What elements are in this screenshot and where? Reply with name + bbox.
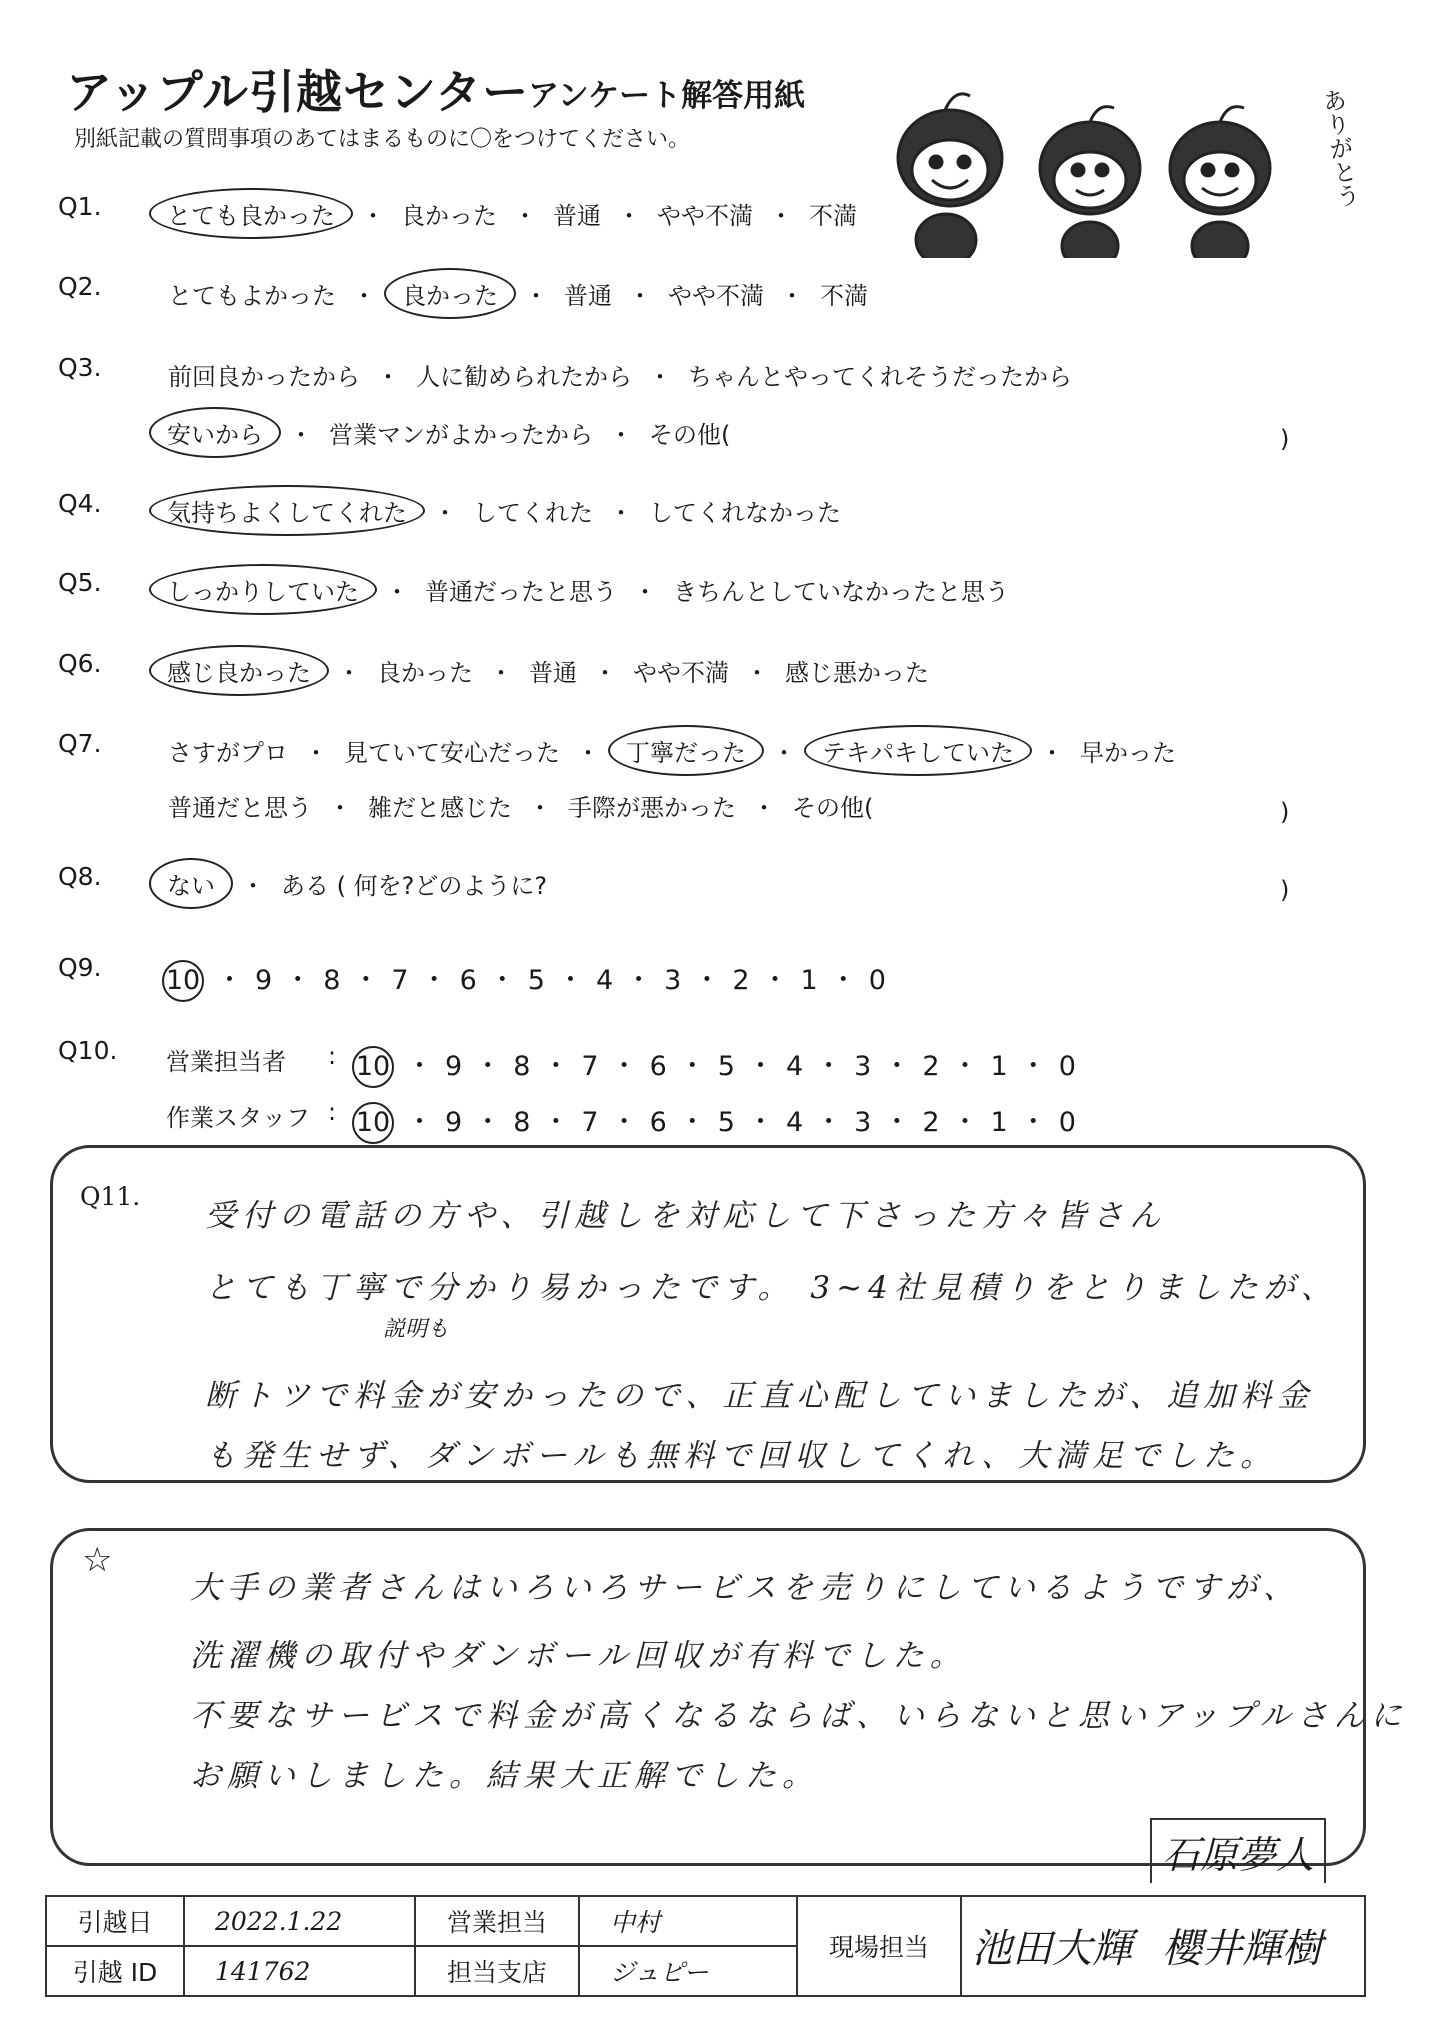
separator: ・: [304, 739, 328, 767]
separator: ・: [528, 794, 552, 822]
separator: ・: [1019, 1051, 1047, 1082]
sales-value: 中村: [579, 1896, 797, 1946]
selected-score[interactable]: 10: [352, 1046, 394, 1088]
separator: ・: [815, 1107, 843, 1138]
q9-scale: [166, 958, 888, 997]
answer-option[interactable]: とてもよかった: [168, 282, 336, 310]
q10-label: Q10.: [58, 1036, 118, 1065]
answer-option[interactable]: やや不満: [657, 202, 753, 230]
score-option[interactable]: 7: [581, 1051, 599, 1082]
score-option[interactable]: 4: [595, 965, 614, 996]
q11-label: Q11.: [80, 1182, 141, 1211]
score-option[interactable]: 5: [527, 965, 545, 996]
separator: ・: [406, 1051, 433, 1082]
question-label: Q1.: [58, 192, 102, 221]
answer-option[interactable]: その他(: [649, 421, 731, 449]
instruction-text: 別紙記載の質問事項のあてはまるものに〇をつけてください。: [74, 127, 691, 152]
answer-option[interactable]: ある ( 何を?どのように?: [281, 872, 548, 900]
answer-option[interactable]: 見ていて安心だった: [344, 739, 560, 767]
separator: ・: [361, 202, 385, 230]
selected-option[interactable]: テキパキしていた: [804, 725, 1032, 776]
answer-option[interactable]: その他(: [792, 794, 874, 822]
separator: ・: [815, 1051, 843, 1082]
separator: ・: [593, 659, 617, 687]
company-title: アップル引越センター: [66, 65, 530, 119]
separator: ・: [746, 1107, 774, 1138]
separator: ・: [951, 1051, 979, 1082]
answer-option[interactable]: 感じ悪かった: [785, 659, 929, 687]
handwritten-line: 不要なサービスで料金が高くなるならば、いらないと思いアップルさんに: [190, 1698, 1408, 1734]
separator: ・: [284, 965, 312, 996]
selected-option[interactable]: 丁寧だった: [608, 725, 764, 776]
answer-row: [166, 276, 870, 311]
score-option[interactable]: 8: [513, 1051, 531, 1082]
score-option[interactable]: 4: [785, 1051, 804, 1082]
answer-option[interactable]: 早かった: [1080, 739, 1176, 767]
separator: ・: [524, 282, 548, 310]
answer-option[interactable]: きちんとしていなかったと思う: [673, 578, 1009, 606]
q11-insert-note: 説明も: [383, 1317, 450, 1342]
answer-option[interactable]: 不満: [820, 282, 868, 310]
answer-row: [155, 653, 931, 688]
selected-option[interactable]: 気持ちよくしてくれた: [149, 485, 425, 536]
separator: ・: [610, 1107, 638, 1138]
separator: ・: [488, 965, 516, 996]
site-label: 現場担当: [797, 1896, 961, 1996]
answer-option[interactable]: 雑だと感じた: [368, 794, 512, 822]
question-label: Q3.: [58, 353, 102, 382]
score-option[interactable]: 3: [854, 1051, 872, 1082]
answer-option[interactable]: 手際が悪かった: [568, 794, 736, 822]
separator: ・: [648, 363, 672, 391]
separator: ・: [376, 363, 400, 391]
answer-option[interactable]: ちゃんとやってくれそうだったから: [688, 363, 1072, 391]
question-label: Q2.: [58, 272, 102, 301]
answer-option[interactable]: 普通: [529, 659, 577, 687]
selected-option[interactable]: とても良かった: [149, 188, 353, 239]
score-option[interactable]: 5: [717, 1051, 735, 1082]
score-option[interactable]: 1: [990, 1051, 1008, 1082]
selected-option[interactable]: 安いから: [149, 407, 281, 458]
selected-option[interactable]: しっかりしていた: [149, 564, 377, 615]
handwritten-line: とても丁寧で分かり易かったです。 3~4社見積りをとりましたが、: [205, 1270, 1338, 1306]
score-option[interactable]: 3: [854, 1107, 872, 1138]
score-option[interactable]: 0: [1058, 1107, 1076, 1138]
question-label: Q5.: [58, 568, 102, 597]
separator: ・: [289, 421, 313, 449]
separator: ・: [780, 282, 804, 310]
separator: ・: [617, 202, 641, 230]
score-option[interactable]: 9: [445, 1107, 463, 1138]
question-label: Q7.: [58, 729, 102, 758]
score-option[interactable]: 2: [922, 1051, 940, 1082]
separator: ・: [951, 1107, 979, 1138]
separator: ・: [542, 1051, 570, 1082]
answer-option[interactable]: 普通: [564, 282, 612, 310]
answer-row: [155, 866, 549, 901]
move-id-label: 引越 ID: [46, 1946, 184, 1996]
separator: ・: [513, 202, 537, 230]
separator: ・: [633, 578, 657, 606]
separator: ・: [745, 659, 769, 687]
separator: ・: [241, 872, 265, 900]
handwritten-line: 洗濯機の取付やダンボール回収が有料でした。: [190, 1638, 967, 1674]
answer-row: [155, 493, 843, 528]
score-option[interactable]: 6: [459, 965, 477, 996]
move-date-value: 2022.1.22: [184, 1896, 415, 1946]
score-option[interactable]: 8: [513, 1107, 531, 1138]
handwritten-line: お願いしました。結果大正解でした。: [190, 1758, 819, 1794]
answer-option[interactable]: やや不満: [633, 659, 729, 687]
answer-row: [166, 357, 1074, 392]
score-option[interactable]: 9: [255, 965, 273, 996]
score-option[interactable]: 3: [664, 965, 682, 996]
q10-row-label: 営業担当者: [166, 1048, 286, 1076]
score-option[interactable]: 4: [785, 1107, 804, 1138]
answer-row: [155, 415, 732, 450]
extra-staff-signature: 石原夢人: [1150, 1818, 1326, 1883]
colon: :: [328, 1042, 337, 1070]
separator: ・: [474, 1051, 502, 1082]
separator: ・: [216, 965, 243, 996]
question-label: Q4.: [58, 489, 102, 518]
move-date-label: 引越日: [46, 1896, 184, 1946]
separator: ・: [609, 421, 633, 449]
handwritten-line: も発生せず、ダンボールも無料で回収してくれ、大満足でした。: [205, 1438, 1278, 1474]
score-option[interactable]: 0: [1058, 1051, 1076, 1082]
separator: ・: [829, 965, 857, 996]
separator: ・: [406, 1107, 433, 1138]
separator: ・: [678, 1107, 706, 1138]
mascot-illustration: [880, 68, 1320, 258]
separator: ・: [609, 499, 633, 527]
answer-option[interactable]: 不満: [809, 202, 857, 230]
star-label: ☆: [82, 1540, 113, 1580]
selected-score[interactable]: 10: [162, 960, 204, 1002]
site-staff-1: 池田大輝: [972, 1926, 1132, 1972]
selected-score[interactable]: 10: [352, 1102, 394, 1144]
handwritten-line: 断トツで料金が安かったので、正直心配していましたが、追加料金: [205, 1378, 1315, 1414]
answer-option[interactable]: 普通: [553, 202, 601, 230]
score-option[interactable]: 6: [649, 1051, 667, 1082]
separator: ・: [883, 1051, 911, 1082]
answer-option[interactable]: さすがプロ: [168, 739, 288, 767]
score-option[interactable]: 7: [391, 965, 409, 996]
handwritten-line: 大手の業者さんはいろいろサービスを売りにしているようですが、: [190, 1570, 1300, 1606]
separator: ・: [433, 499, 457, 527]
score-option[interactable]: 1: [800, 965, 818, 996]
answer-option[interactable]: 普通だったと思う: [425, 578, 617, 606]
score-option[interactable]: 2: [922, 1107, 940, 1138]
q10-scale: [356, 1100, 1078, 1139]
separator: ・: [746, 1051, 774, 1082]
answer-option[interactable]: やや不満: [668, 282, 764, 310]
separator: ・: [752, 794, 776, 822]
score-option[interactable]: 1: [990, 1107, 1008, 1138]
answer-option[interactable]: 良かった: [401, 202, 497, 230]
answer-option[interactable]: 営業マンがよかったから: [329, 421, 593, 449]
separator: ・: [1019, 1107, 1047, 1138]
branch-value: ジュピー: [579, 1946, 797, 1996]
branch-label: 担当支店: [415, 1946, 579, 1996]
site-staff-2: 櫻井輝樹: [1162, 1926, 1322, 1972]
separator: ・: [610, 1051, 638, 1082]
score-option[interactable]: 0: [868, 965, 886, 996]
close-paren: ): [1280, 876, 1290, 904]
footer-table: [45, 1895, 1366, 1997]
close-paren: ): [1280, 425, 1290, 453]
separator: ・: [693, 965, 721, 996]
site-staff-cell: [961, 1896, 1365, 1996]
close-paren: ): [1280, 798, 1290, 826]
separator: ・: [489, 659, 513, 687]
separator: ・: [542, 1107, 570, 1138]
separator: ・: [337, 659, 361, 687]
separator: ・: [352, 965, 380, 996]
handwritten-line: 受付の電話の方や、引越しを対応して下さった方々皆さん: [205, 1198, 1167, 1234]
separator: ・: [761, 965, 789, 996]
question-label: Q6.: [58, 649, 102, 678]
separator: ・: [772, 739, 796, 767]
separator: ・: [883, 1107, 911, 1138]
separator: ・: [352, 282, 376, 310]
answer-row: [166, 733, 1178, 768]
score-option[interactable]: 2: [732, 965, 750, 996]
score-option[interactable]: 7: [581, 1107, 599, 1138]
colon: :: [328, 1098, 337, 1126]
selected-option[interactable]: 良かった: [384, 268, 516, 319]
separator: ・: [678, 1051, 706, 1082]
form-title: アンケート解答用紙: [528, 78, 806, 114]
answer-row: [166, 788, 875, 823]
answer-option[interactable]: 人に勧められたから: [416, 363, 632, 391]
question-label: Q8.: [58, 862, 102, 891]
answer-option[interactable]: してくれなかった: [649, 499, 841, 527]
selected-option[interactable]: ない: [149, 858, 233, 909]
separator: ・: [628, 282, 652, 310]
separator: ・: [385, 578, 409, 606]
answer-option[interactable]: してくれた: [473, 499, 593, 527]
score-option[interactable]: 5: [717, 1107, 735, 1138]
separator: ・: [1040, 739, 1064, 767]
answer-option[interactable]: 前回良かったから: [168, 363, 360, 391]
answer-option[interactable]: 普通だと思う: [168, 794, 312, 822]
separator: ・: [576, 739, 600, 767]
separator: ・: [769, 202, 793, 230]
q9-label: Q9.: [58, 953, 102, 982]
thanks-text: ありがとう: [1316, 86, 1362, 210]
separator: ・: [625, 965, 653, 996]
sales-label: 営業担当: [415, 1896, 579, 1946]
separator: ・: [474, 1107, 502, 1138]
move-id-value: 141762: [184, 1946, 415, 1996]
q10-scale: [356, 1044, 1078, 1083]
separator: ・: [420, 965, 448, 996]
score-option[interactable]: 9: [445, 1051, 463, 1082]
answer-row: [155, 196, 859, 231]
score-option[interactable]: 8: [323, 965, 341, 996]
separator: ・: [328, 794, 352, 822]
selected-option[interactable]: 感じ良かった: [149, 645, 329, 696]
q10-row-label: 作業スタッフ: [166, 1104, 310, 1132]
separator: ・: [556, 965, 584, 996]
score-option[interactable]: 6: [649, 1107, 667, 1138]
answer-option[interactable]: 良かった: [377, 659, 473, 687]
answer-row: [155, 572, 1011, 607]
